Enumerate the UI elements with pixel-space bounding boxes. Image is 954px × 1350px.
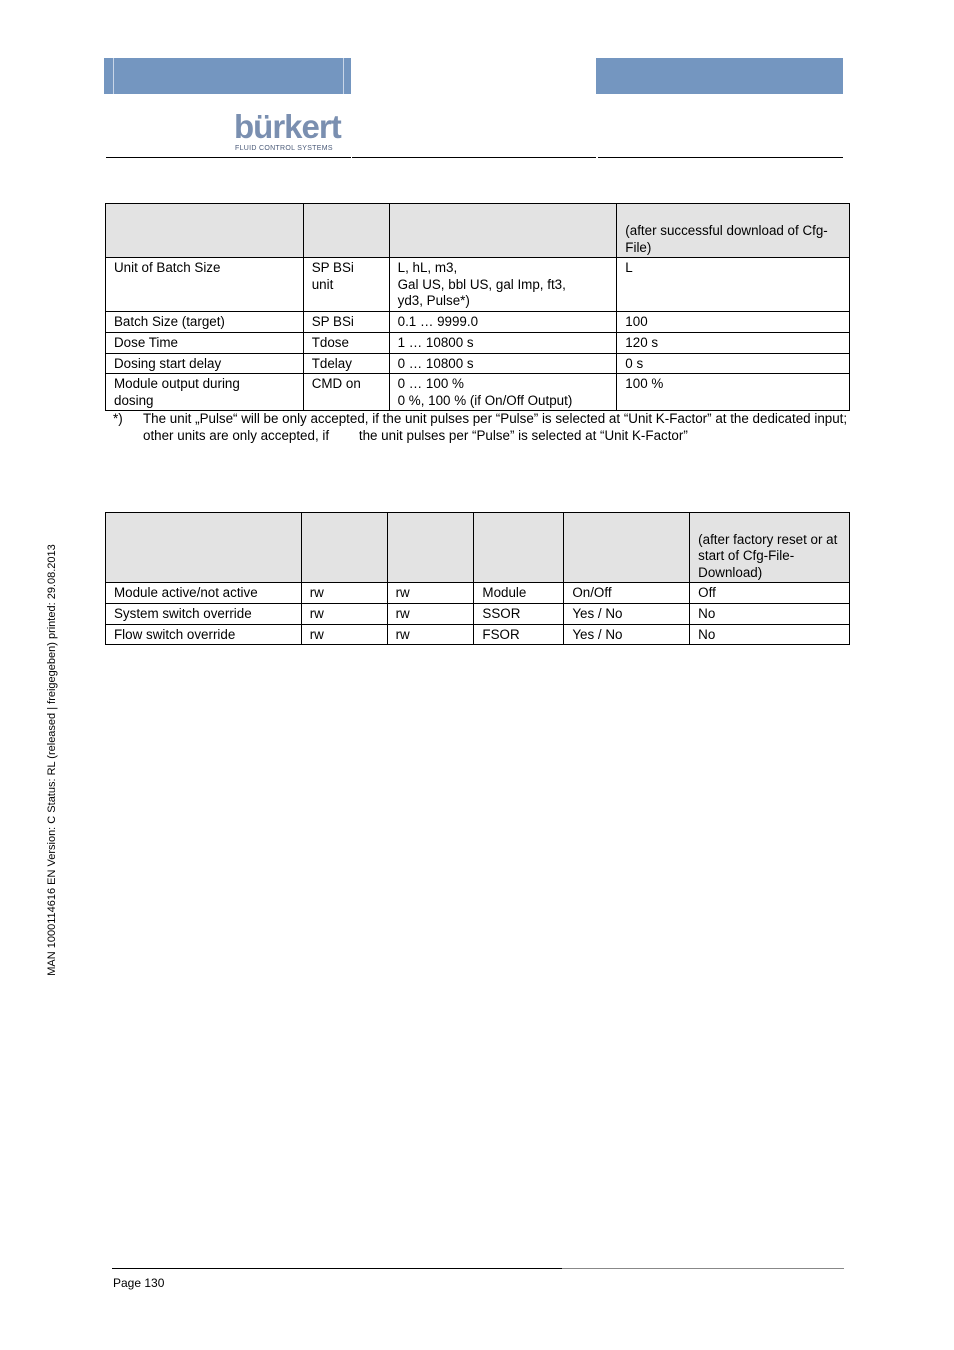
header-rule-left <box>106 157 351 158</box>
table-cell: No <box>690 603 850 624</box>
table-row <box>106 353 850 374</box>
table-cell: 120 s <box>617 333 850 354</box>
header-bar-right <box>596 58 843 94</box>
table-row <box>106 624 850 645</box>
table-cell: Off <box>690 583 850 604</box>
table-row <box>106 583 850 604</box>
table-cell: Module active/not active <box>106 583 302 604</box>
table-cell: Batch Size (target) <box>106 312 304 333</box>
table-cell: L, hL, m3, Gal US, bbl US, gal Imp, ft3, yd3, Pulse*) <box>389 258 617 312</box>
burkert-logo <box>234 108 352 158</box>
table-cell: 0 … 10800 s <box>389 353 617 374</box>
table-cell: Tdose <box>303 333 389 354</box>
table-cell: 1 … 10800 s <box>389 333 617 354</box>
header-cell <box>389 204 617 258</box>
table-cell: Dose Time <box>106 333 304 354</box>
header-cell <box>303 204 389 258</box>
header-cell: (after factory reset or at start of Cfg-File-Download) <box>690 513 850 583</box>
table-cell: rw <box>301 624 387 645</box>
footer-rule-left <box>112 1268 562 1269</box>
table-cell: 0 s <box>617 353 850 374</box>
table-header-row <box>106 204 850 258</box>
header-rule-right <box>598 157 843 158</box>
table-cell: SP BSi unit <box>303 258 389 312</box>
document-status-sidebar: MAN 1000114616 EN Version: C Status: RL (released | freigegeben) printed: 29.08.2013 <box>46 544 58 976</box>
table-cell: Module <box>474 583 564 604</box>
header-cell <box>106 513 302 583</box>
table-cell: Flow switch override <box>106 624 302 645</box>
header-rule-middle <box>352 157 596 158</box>
table-cell: No <box>690 624 850 645</box>
footnote-text: The unit „Pulse“ will be only accepted, if the unit pulses per “Pulse” is selected at “Unit K-Factor” at the dedicated input; other units are only accepted, if the unit pulses per “Pulse” is selected at “Unit K-Factor” <box>143 411 851 443</box>
header-cell <box>301 513 387 583</box>
table-cell: 0 … 100 % 0 %, 100 % (if On/Off Output) <box>389 374 617 411</box>
batch-parameters-table <box>105 203 850 411</box>
table-cell: SP BSi <box>303 312 389 333</box>
table-cell: Yes / No <box>564 624 690 645</box>
module-switch-table <box>105 512 850 645</box>
table-row <box>106 312 850 333</box>
table-cell: Unit of Batch Size <box>106 258 304 312</box>
table-row <box>106 603 850 624</box>
header-cell <box>106 204 304 258</box>
table-cell: Dosing start delay <box>106 353 304 374</box>
table-cell: SSOR <box>474 603 564 624</box>
table-cell: 100 <box>617 312 850 333</box>
header-cell <box>474 513 564 583</box>
logo-tagline: FLUID CONTROL SYSTEMS <box>235 145 333 152</box>
footnote-mark: *) <box>113 411 123 426</box>
page-number: Page 130 <box>113 1276 165 1290</box>
table-cell: Yes / No <box>564 603 690 624</box>
table-cell: Tdelay <box>303 353 389 374</box>
table-header-row <box>106 513 850 583</box>
table-row <box>106 333 850 354</box>
table-cell: rw <box>387 603 474 624</box>
header-bar-left <box>104 58 351 94</box>
table-cell: rw <box>387 624 474 645</box>
table-cell: rw <box>387 583 474 604</box>
table-cell: 0.1 … 9999.0 <box>389 312 617 333</box>
table-cell: rw <box>301 603 387 624</box>
table-cell: rw <box>301 583 387 604</box>
header-cell <box>387 513 474 583</box>
table-cell: L <box>617 258 850 312</box>
table-cell: On/Off <box>564 583 690 604</box>
header-cell <box>564 513 690 583</box>
table-cell: Module output during dosing <box>106 374 304 411</box>
footer-rule-right <box>562 1268 844 1269</box>
table-cell: 100 % <box>617 374 850 411</box>
table-cell: FSOR <box>474 624 564 645</box>
header-cell: (after successful download of Cfg-File) <box>617 204 850 258</box>
logo-wordmark: bürkert <box>234 108 341 145</box>
table-row <box>106 374 850 411</box>
table-cell: System switch override <box>106 603 302 624</box>
table-row <box>106 258 850 312</box>
table-cell: CMD on <box>303 374 389 411</box>
